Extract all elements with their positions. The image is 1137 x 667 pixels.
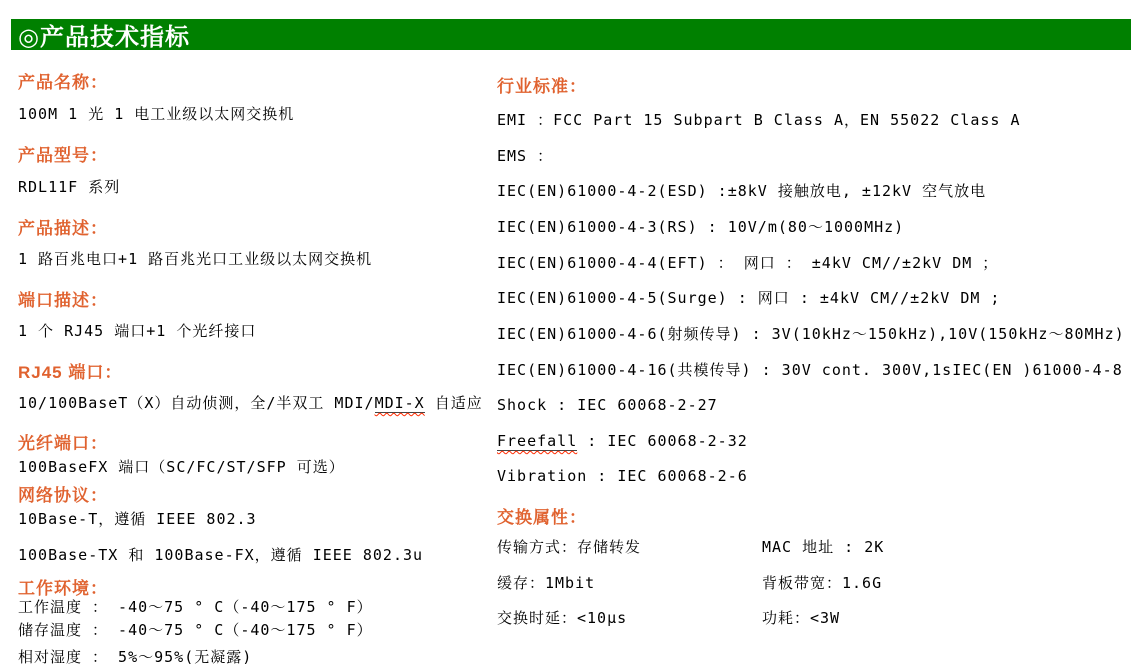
- heading-product-desc: 产品描述：: [18, 219, 108, 238]
- product-name-value: 100M 1 光 1 电工业级以太网交换机: [18, 105, 295, 123]
- page-title: ◎产品技术指标: [18, 25, 190, 51]
- left-column: [18, 0, 493, 666]
- rj45-mdix-spellcheck: MDI-X: [374, 394, 425, 412]
- protocol-line-2: 100Base-TX 和 100Base-FX，遵循 IEEE 802.3u: [18, 546, 424, 564]
- heading-switching-properties: 交换属性：: [497, 508, 587, 527]
- heading-protocol: 网络协议：: [18, 486, 108, 505]
- heading-product-model: 产品型号：: [18, 146, 108, 165]
- storage-temp-value: 储存温度 ： -40～75 ° C（-40～175 ° F）: [18, 621, 373, 639]
- heading-environment: 工作环境：: [18, 579, 108, 598]
- protocol-line-1: 10Base-T，遵循 IEEE 802.3: [18, 510, 257, 528]
- iec-esd-standard: IEC(EN)61000-4-2(ESD) :±8kV 接触放电, ±12kV 空气放电: [497, 182, 987, 200]
- rj45-text-pre: 10/100BaseT（X）自动侦测，全/半双工 MDI/: [18, 394, 375, 412]
- heading-port-desc: 端口描述：: [18, 291, 108, 310]
- rj45-port-value: [18, 394, 483, 413]
- iec-eft-standard: IEC(EN)61000-4-4(EFT) ： 网口 ： ±4kV CM//±2kV DM ；: [497, 254, 999, 272]
- switch-latency-value: 交换时延：<10μs: [497, 609, 628, 627]
- emi-standard: EMI ：FCC Part 15 Subpart B Class A，EN 55022 Class A: [497, 111, 1021, 129]
- rj45-text-post: 自适应: [424, 394, 483, 412]
- iec-surge-standard: IEC(EN)61000-4-5(Surge) : 网口 : ±4kV CM//±2kV DM ;: [497, 289, 1001, 307]
- freefall-spellcheck: Freefall: [497, 432, 578, 450]
- port-desc-value: 1 个 RJ45 端口+1 个光纤接口: [18, 322, 257, 340]
- right-column: [497, 0, 1132, 663]
- product-desc-value: 1 路百兆电口+1 路百兆光口工业级以太网交换机: [18, 250, 373, 268]
- heading-rj45-port: RJ45 端口：: [18, 363, 123, 382]
- power-consumption-value: 功耗：<3W: [762, 609, 841, 627]
- shock-standard: Shock : IEC 60068-2-27: [497, 396, 718, 414]
- freefall-standard: [497, 432, 748, 451]
- relative-humidity-value: 相对湿度 ： 5%～95%(无凝露): [18, 648, 253, 666]
- product-model-value: RDL11F 系列: [18, 178, 121, 196]
- switching-row-3: [497, 609, 1117, 628]
- iec-rs-standard: IEC(EN)61000-4-3(RS) : 10V/m(80～1000MHz): [497, 218, 905, 236]
- ems-standard: EMS ：: [497, 147, 554, 165]
- forwarding-mode-value: 传输方式：存储转发: [497, 538, 642, 556]
- vibration-standard: Vibration : IEC 60068-2-6: [497, 467, 748, 485]
- iec-rf-standard: IEC(EN)61000-4-6(射频传导) : 3V(10kHz～150kHz),10V(150kHz～80MHz): [497, 325, 1125, 343]
- fiber-port-value: 100BaseFX 端口（SC/FC/ST/SFP 可选）: [18, 458, 345, 476]
- heading-industry-standards: 行业标准：: [497, 77, 587, 96]
- operating-temp-value: 工作温度 ： -40～75 ° C（-40～175 ° F）: [18, 598, 373, 616]
- heading-product-name: 产品名称：: [18, 73, 108, 92]
- switching-row-2: [497, 574, 1117, 593]
- mac-address-value: MAC 地址 : 2K: [762, 538, 885, 556]
- buffer-value: 缓存：1Mbit: [497, 574, 596, 592]
- heading-fiber-port: 光纤端口：: [18, 434, 108, 453]
- backplane-bandwidth-value: 背板带宽：1.6G: [762, 574, 883, 592]
- freefall-text-rest: : IEC 60068-2-32: [577, 432, 748, 450]
- iec-cm-standard: IEC(EN)61000-4-16(共模传导) : 30V cont. 300V,1sIEC(EN )61000-4-8: [497, 361, 1123, 379]
- switching-row-1: [497, 538, 1117, 557]
